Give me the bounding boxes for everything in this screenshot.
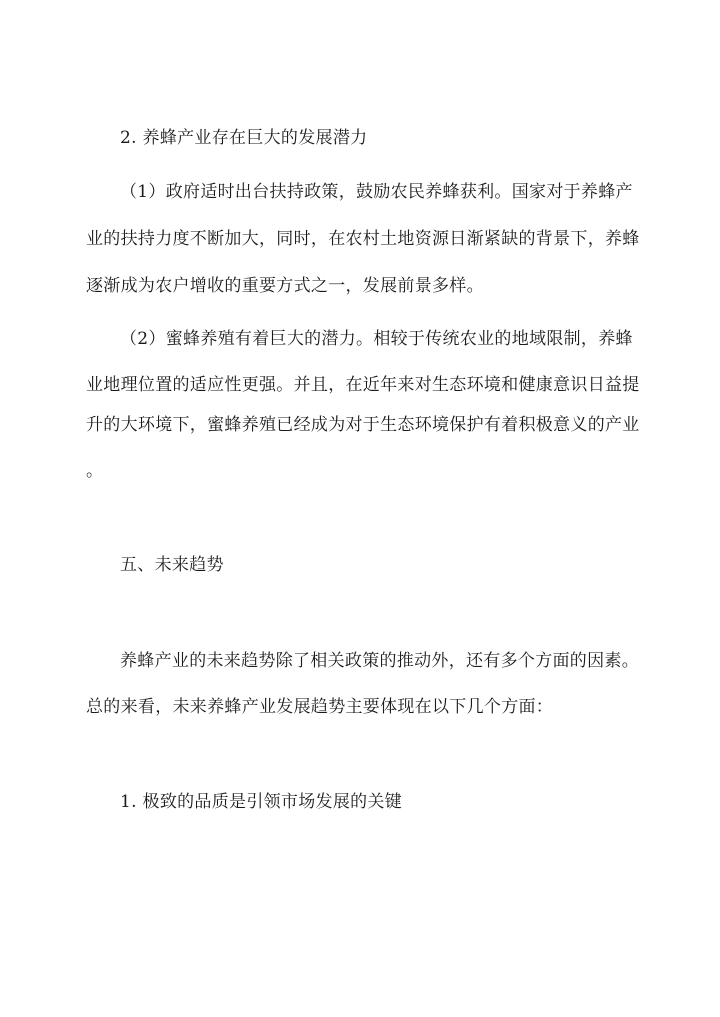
- paragraph-policy-line-2: 业的扶持力度不断加大，同时，在农村土地资源日渐紧缺的背景下，养蜂: [86, 229, 640, 249]
- section-heading-future-trends: 五、未来趋势: [120, 555, 224, 575]
- paragraph-policy-line-1: （1）政府适时出台扶持政策，鼓励农民养蜂获利。国家对于养蜂产: [120, 182, 633, 202]
- item-heading-quality: 1. 极致的品质是引领市场发展的关键: [120, 792, 403, 812]
- paragraph-potential-line-4: 。: [86, 461, 104, 481]
- paragraph-policy-line-3: 逐渐成为农户增收的重要方式之一，发展前景多样。: [86, 276, 484, 296]
- paragraph-potential-line-1: （2）蜜蜂养殖有着巨大的潜力。相较于传统农业的地域限制，养蜂: [120, 329, 633, 349]
- paragraph-potential-line-3: 升的大环境下，蜜蜂养殖已经成为对于生态环境保护有着积极意义的产业: [86, 415, 640, 435]
- section-heading-potential: 2. 养蜂产业存在巨大的发展潜力: [120, 128, 368, 148]
- paragraph-potential-line-2: 业地理位置的适应性更强。并且，在近年来对生态环境和健康意识日益提: [86, 375, 640, 395]
- paragraph-trends-line-2: 总的来看，未来养蜂产业发展趋势主要体现在以下几个方面：: [86, 697, 554, 717]
- paragraph-trends-line-1: 养蜂产业的未来趋势除了相关政策的推动外，还有多个方面的因素。: [120, 651, 639, 671]
